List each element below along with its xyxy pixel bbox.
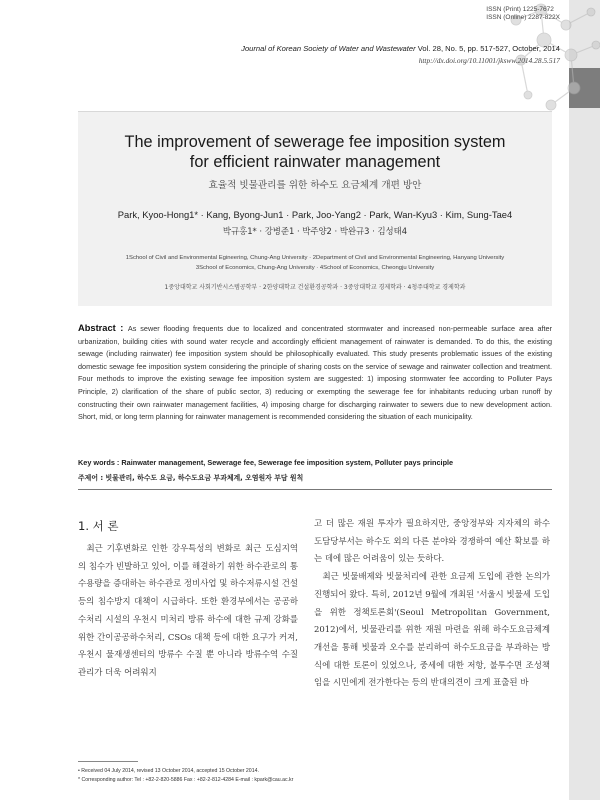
affiliation-en-line-2: 3School of Economics, Chung-Ang University · 4School of Economics, Cheongju University xyxy=(195,265,435,271)
journal-name: Journal of Korean Society of Water and Wastewater xyxy=(241,44,416,53)
body-column-right xyxy=(314,515,550,692)
footnote-corresponding: * Corresponding author: Tel : +82-2-820-5886 Fax : +82-2-812-4284 E-mail : kpark@cau.ac.kr xyxy=(78,777,294,783)
body-paragraph: 최근 빗물배제와 빗물처리에 관한 요금제 도입에 관한 논의가 진행되어 왔다. 특히, 2012년 9월에 개최된 '서울시 빗물세 도입을 위한 정책토론회'(Seoul Metropolitan Government, 2012)에서, 빗물관리를 위한 재원 마련을 위해 하수도요금체계 개선을 통해 빗물과 오수를 분리하여 하수도요금을 부과하는 방식에 대한 토론이 있었으나, 중세에 대한 저항, 불투수면 조성책임을 시민에게 전가한다는 등의 반대의견이 크게 표출된 바 xyxy=(314,571,550,688)
section-title: 서 론 xyxy=(92,519,119,533)
paper-title-en xyxy=(78,132,552,172)
body-column-left xyxy=(78,540,298,682)
paper-title-ko: 효율적 빗물관리를 위한 하수도 요금체계 개편 방안 xyxy=(208,180,422,191)
abstract-label: Abstract : xyxy=(78,323,128,333)
abstract xyxy=(78,322,552,424)
paper-title-line-2: for efficient rainwater management xyxy=(189,153,441,171)
keywords-ko: 주제어 : 빗물관리, 하수도 요금, 하수도요금 부과체계, 오염원자 부담 원칙 xyxy=(78,474,304,482)
author-list-ko: 박규홍1* · 강병준1 · 박주양2 · 박완규3 · 김성태4 xyxy=(222,226,408,236)
paper-title-line-1: The improvement of sewerage fee imposition system xyxy=(124,133,506,151)
footnote-rule xyxy=(78,761,138,762)
footnote-received: • Received 04 July 2014, revised 13 October 2014, accepted 15 October 2014. xyxy=(78,768,259,774)
issn-block xyxy=(486,6,560,22)
body-paragraph: 고 더 많은 재원 투자가 필요하지만, 중앙정부와 지자체의 하수도담당부서는 하수도 외의 다른 분야와 경쟁하여 예산 확보를 하는 데에 많은 어려움이 있는 듯하다. xyxy=(314,518,550,564)
issn-online: ISSN (Online) 2287-822X xyxy=(486,14,560,21)
section-heading xyxy=(78,518,119,534)
right-margin-band xyxy=(569,0,600,800)
affiliation-ko: 1중앙대학교 사회기반시스템공학부 · 2한양대학교 건설환경공학과 · 3중앙대학교 경제학과 · 4청주대학교 경제학과 xyxy=(164,284,466,291)
abstract-text: As sewer flooding frequents due to localized and concentrated stormwater and increased non-permeable surface area after urbanization, building cities with sound water recycle and accordingly efficient management of rainwater is demanded. To do this, the existing sewage (including rainwater) fee imposition system should be philosophically evaluated. This study presents problematic issues of the existing domestic sewage fee imposition system considering the principle of sharing costs on the service of sewage and rainwater collection and treatment. Four methods to improve the existing sewage fee imposition system are suggested: 1) imposing stormwater fee according to Polluter Pays Principle, 2) clarification of the share of public sector, 3) reducing or exempting the sewerage fee for inhabitants reducing urban runoff by constructing their own rainwater management facilities, 4) imposing charge for discharging rainwater to sewers due to new development action. Short, mid, or long term planning for rainwater management is recommended considering the situation of each municipality. xyxy=(78,324,552,422)
section-divider xyxy=(78,489,552,490)
journal-citation xyxy=(241,44,560,53)
body-paragraph: 최근 기후변화로 인한 강우특성의 변화로 최근 도심지역의 침수가 빈발하고 있어, 이를 해결하기 위한 하수관로의 통수용량을 증대하는 하수관로 정비사업 및 하수저류시설 건설 등의 침수방지 대책이 시급하다. 또한 환경부에서는 공공하수처리 시설의 우천시 미처리 방류 하수에 대한 규제 강화를 위한 간이공공하수처리, CSOs 대책 등에 대한 요구가 커져, 우천시 물재생센터의 방류수 수질 뿐 아니라 방류수역 수질관리가 더욱 어려워지 xyxy=(78,543,298,677)
journal-issue: Vol. 28, No. 5, pp. 517-527, October, 2014 xyxy=(415,44,560,53)
doi-link[interactable]: http://dx.doi.org/10.11001/jksww.2014.28.5.517 xyxy=(418,56,560,65)
keywords-en: Key words : Rainwater management, Sewerage fee, Sewerage fee imposition system, Polluter pays principle xyxy=(78,458,454,467)
issn-print: ISSN (Print) 1225-7672 xyxy=(486,6,554,13)
section-number: 1. xyxy=(78,519,89,533)
title-block xyxy=(78,111,552,306)
affiliation-en-line-1: 1School of Civil and Environmental Egineering, Chung-Ang University · 2Department of Civil and Environmental Engineering, Hanyang University xyxy=(125,255,505,261)
author-list-en: Park, Kyoo-Hong1* · Kang, Byong-Jun1 · Park, Joo-Yang2 · Park, Wan-Kyu3 · Kim, Sung-Tae4 xyxy=(117,209,513,220)
